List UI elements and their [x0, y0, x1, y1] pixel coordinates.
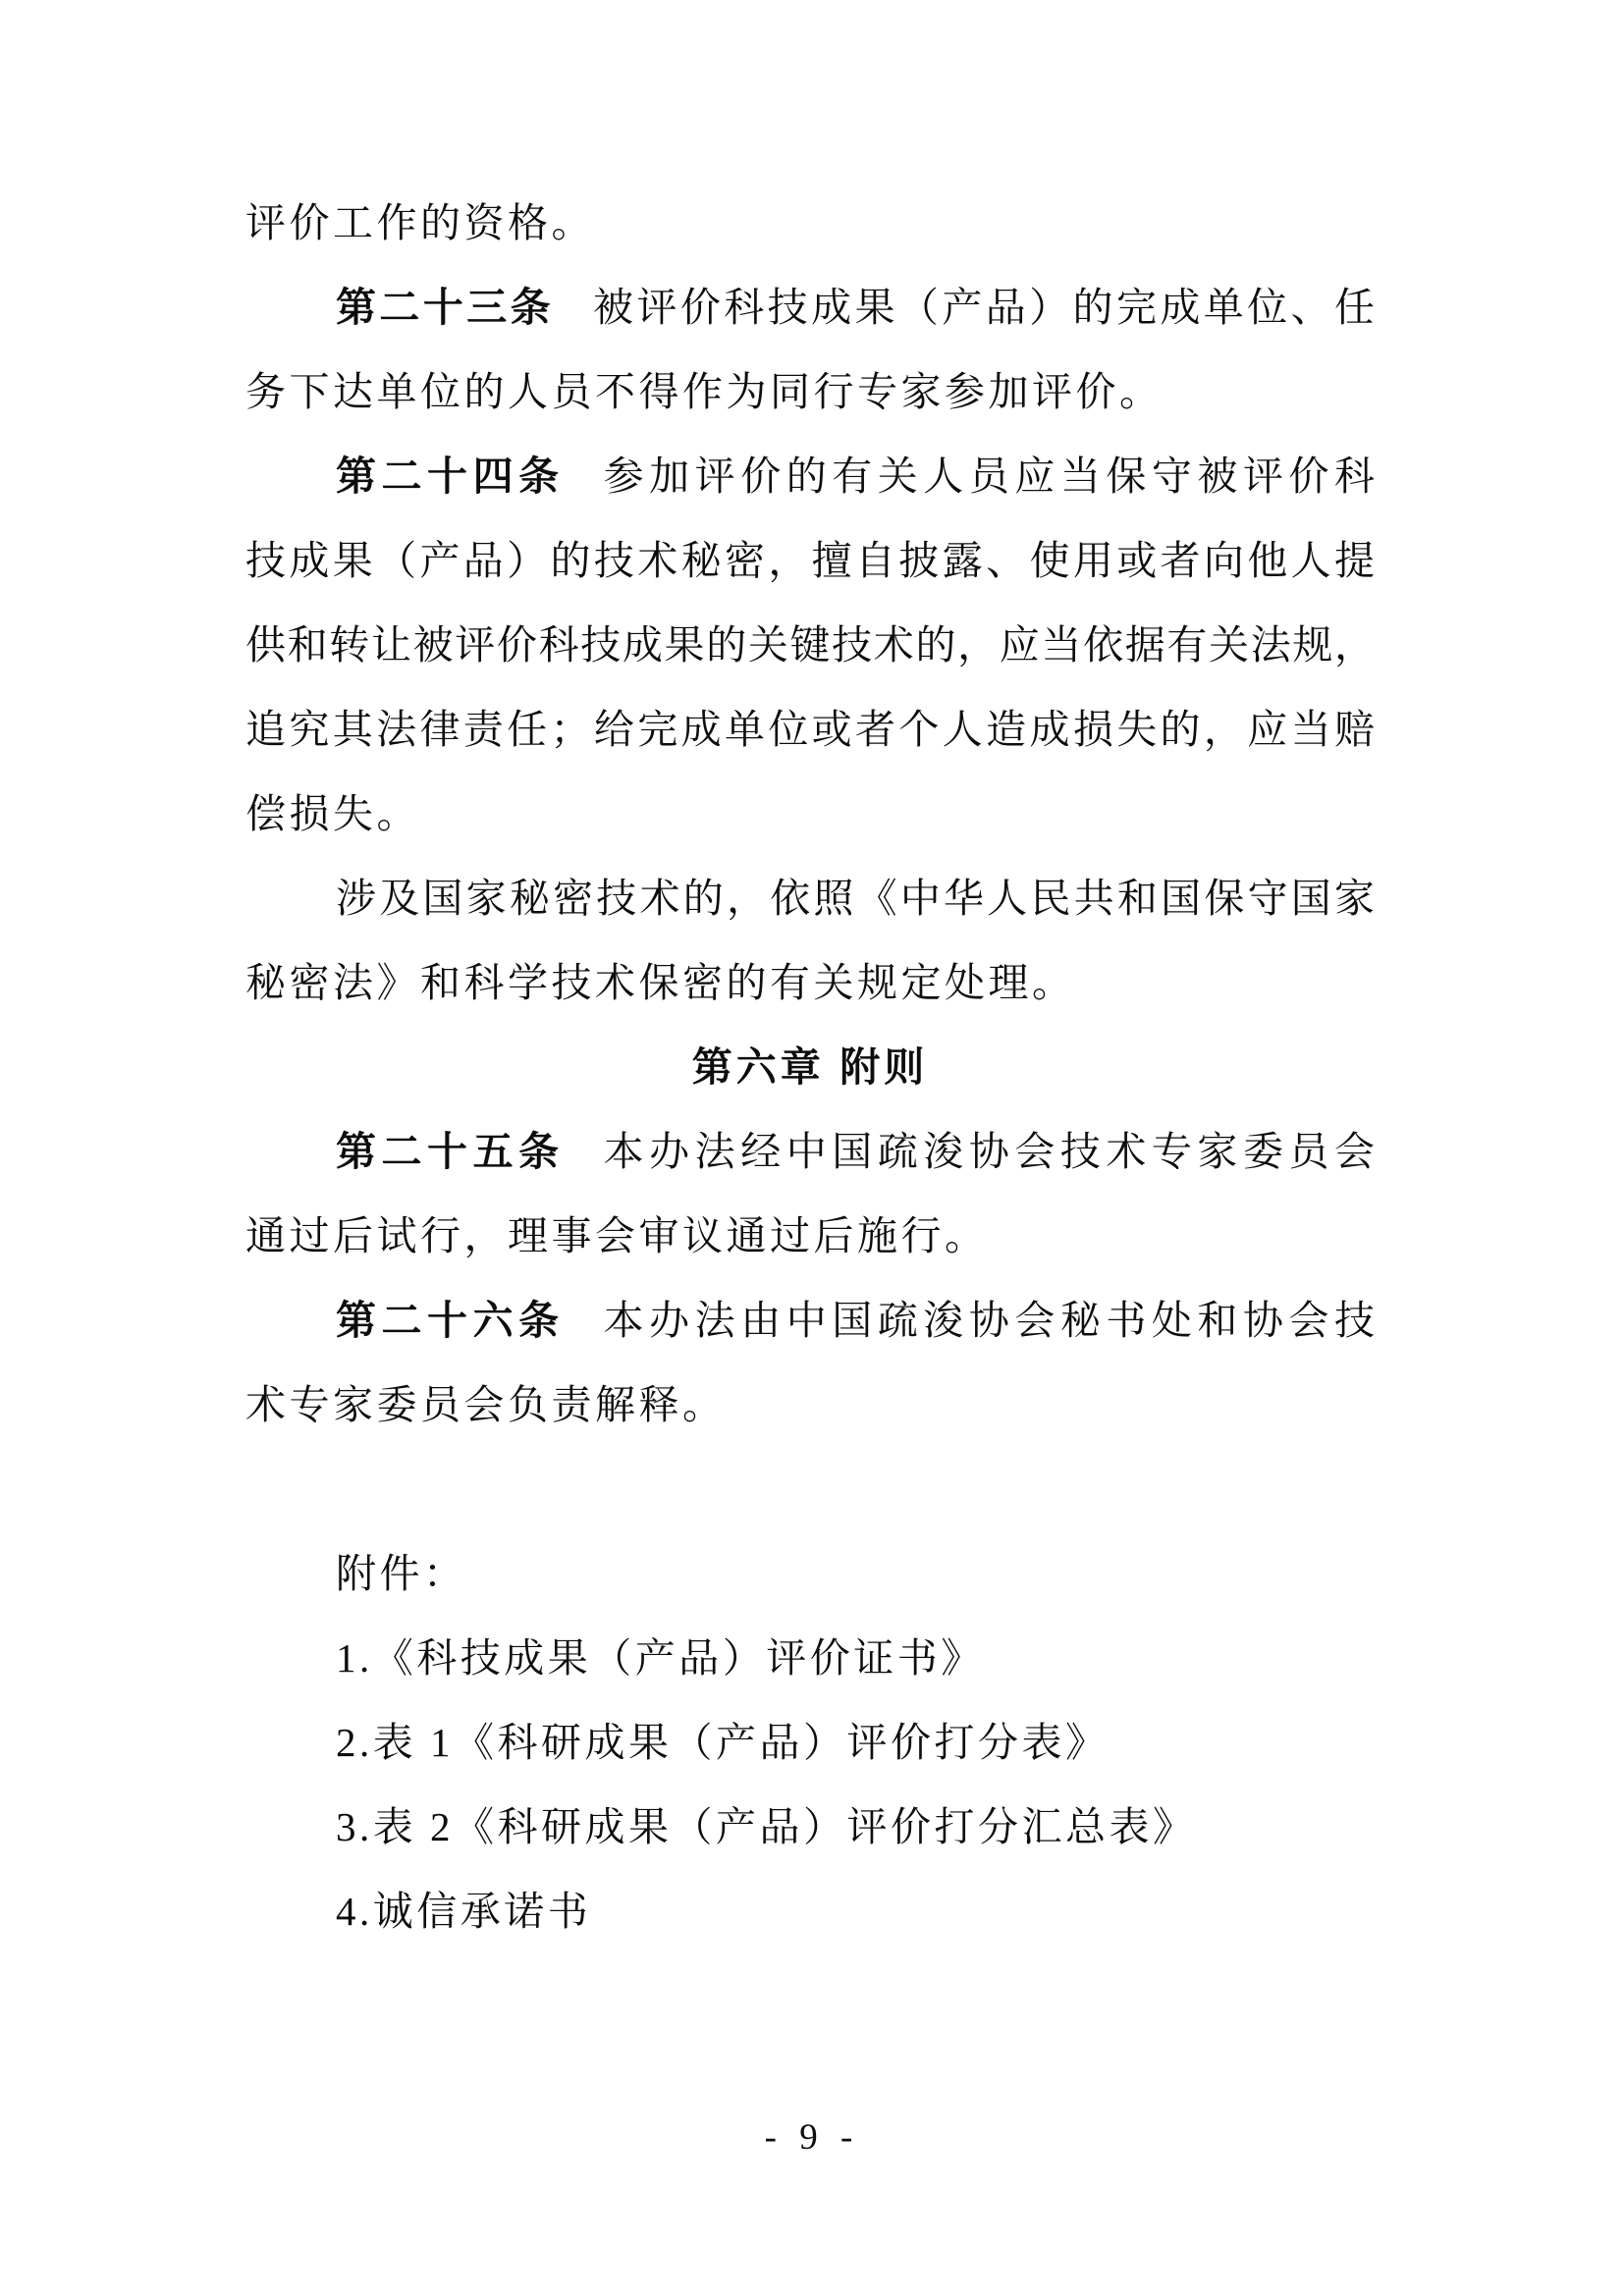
- article-text: 参加评价的有关人员应当保守被评价科: [603, 454, 1376, 499]
- article-opening-line: [245, 434, 1375, 518]
- article-opening-line: [245, 1278, 1375, 1362]
- attachment-item: 1.《科技成果（产品）评价证书》: [336, 1635, 985, 1681]
- article-number: 第二十六条: [336, 1298, 565, 1343]
- blank-line: [245, 1447, 1375, 1531]
- attachment-item: 3.表 2《科研成果（产品）评价打分汇总表》: [336, 1804, 1197, 1849]
- article-text: 本办法经中国疏浚协会技术专家委员会: [603, 1129, 1376, 1174]
- text-line: 秘密法》和科学技术保密的有关规定处理。: [245, 960, 1076, 1005]
- text-line: 务下达单位的人员不得作为同行专家参加评价。: [245, 369, 1164, 414]
- article-text: 本办法由中国疏浚协会秘书处和协会技: [603, 1298, 1376, 1343]
- text-line: 涉及国家秘密技术的，依照《中华人民共和国保守国家: [336, 876, 1375, 921]
- text-line: 追究其法律责任；给完成单位或者个人造成损失的，应当赔: [245, 707, 1375, 752]
- text-line: 供和转让被评价科技成果的关键技术的，应当依据有关法规，: [245, 622, 1375, 667]
- text-line: 评价工作的资格。: [245, 200, 595, 245]
- article-opening-line: [245, 1109, 1375, 1194]
- article-number: 第二十四条: [336, 454, 565, 499]
- article-number: 第二十五条: [336, 1129, 565, 1174]
- article-number: 第二十三条: [336, 285, 555, 330]
- text-line: 偿损失。: [245, 791, 420, 836]
- attachment-item: 4.诚信承诺书: [336, 1889, 592, 1934]
- document-body: [245, 181, 1375, 1953]
- article-opening-line: [245, 265, 1375, 349]
- attachments-heading: 附件：: [336, 1551, 467, 1596]
- attachment-item: 2.表 1《科研成果（产品）评价打分表》: [336, 1720, 1110, 1765]
- text-line: 通过后试行，理事会审议通过后施行。: [245, 1213, 989, 1258]
- page-number: - 9 -: [764, 2117, 860, 2158]
- article-text: 被评价科技成果（产品）的完成单位、任: [593, 285, 1375, 330]
- text-line: 技成果（产品）的技术秘密，擅自披露、使用或者向他人提: [245, 538, 1375, 583]
- text-line: 术专家委员会负责解释。: [245, 1382, 727, 1427]
- chapter-heading: 第六章 附则: [691, 1044, 929, 1090]
